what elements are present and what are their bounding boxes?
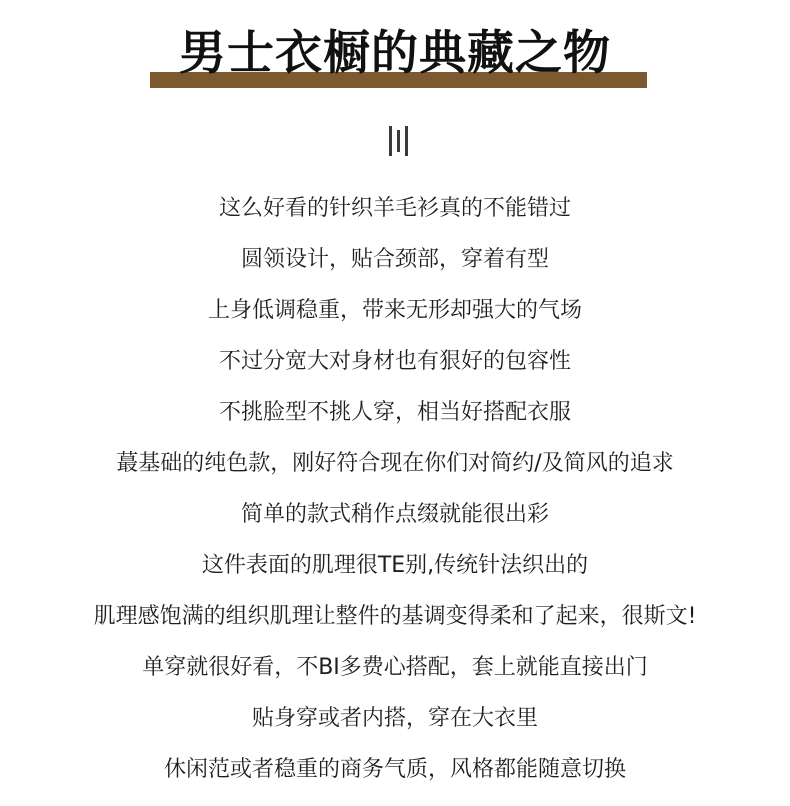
bar-middle bbox=[397, 130, 400, 152]
page-title: 男士衣橱的典藏之物 bbox=[179, 26, 611, 81]
description-line: 单穿就很好看，不BI多费心搭配，套上就能直接出门 bbox=[142, 655, 648, 680]
description-lines bbox=[0, 188, 790, 800]
description-line: 这件表面的肌理很TE别,传统针法织出的 bbox=[201, 553, 589, 578]
description-line: 不挑脸型不挑人穿，相当好搭配衣服 bbox=[218, 400, 571, 425]
description-line: 圆领设计，贴合颈部，穿着有型 bbox=[240, 247, 549, 272]
description-line: 这么好看的针织羊毛衫真的不能错过 bbox=[218, 196, 571, 221]
description-line: 简单的款式稍作点缀就能很出彩 bbox=[240, 502, 549, 527]
description-line: 肌理感饱满的组织肌理让整件的基调变得柔和了起来，很斯文! bbox=[93, 604, 697, 629]
triple-bar-icon bbox=[387, 126, 411, 158]
description-line: 休闲范或者稳重的商务气质，风格都能随意切换 bbox=[163, 757, 626, 782]
bar-right bbox=[405, 126, 408, 156]
description-line: 不过分宽大对身材也有狠好的包容性 bbox=[218, 349, 571, 374]
bar-left bbox=[389, 126, 392, 156]
description-line: 上身低调稳重，带来无形却强大的气场 bbox=[207, 298, 582, 323]
description-line: 蕞基础的纯色款，刚好符合现在你们对简约/及简风的追求 bbox=[116, 451, 674, 476]
header bbox=[0, 0, 790, 100]
description-line: 贴身穿或者内搭，穿在大衣里 bbox=[251, 706, 538, 731]
